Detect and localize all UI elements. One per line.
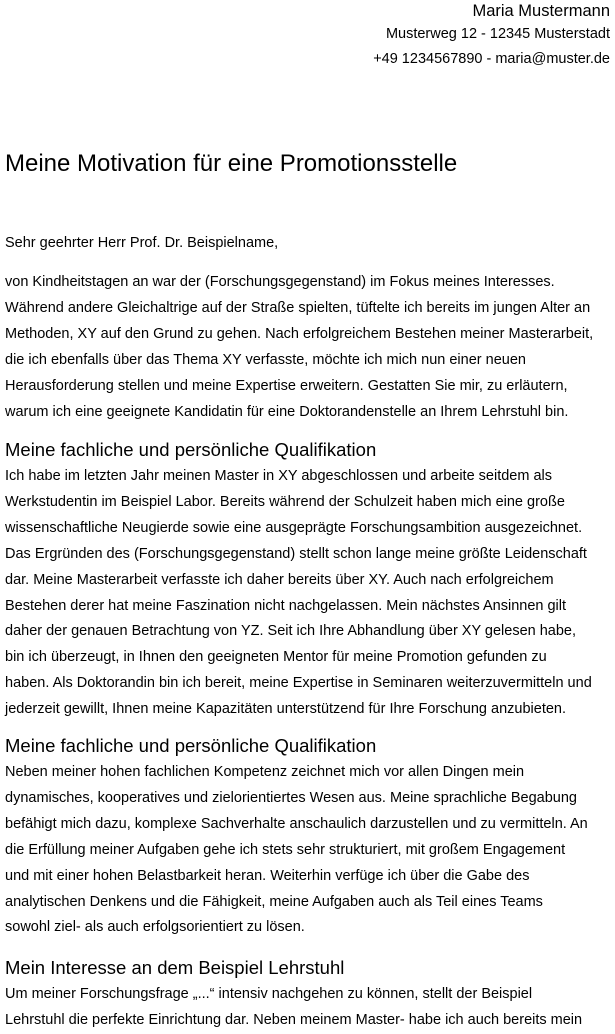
text-line: bin ich überzeugt, in Ihnen den geeigneten Mentor für meine Promotion gefunden zu — [5, 649, 547, 666]
text-line: Methoden, XY auf den Grund zu gehen. Nach erfolgreichem Bestehen meiner Masterarbeit, — [5, 325, 594, 342]
text-line: Lehrstuhl die perfekte Einrichtung dar. Neben meinem Master- habe ich auch bereits mein — [5, 1011, 583, 1028]
text-line: dar. Meine Masterarbeit verfasste ich daher bereits über XY. Auch nach erfolgreichem — [5, 571, 554, 588]
sender-contact: +49 1234567890 - maria@muster.de — [373, 51, 610, 67]
text-line: wissenschaftliche Neugierde sowie eine ausgeprägte Forschungsambition ausgezeichnet. — [5, 519, 583, 536]
section-personal-qualification — [5, 732, 588, 941]
text-line: sowohl ziel- als auch erfolgsorientiert zu lösen. — [5, 919, 305, 936]
text-line: warum ich eine geeignete Kandidatin für eine Doktorandenstelle an Ihrem Lehrstuhl bin. — [5, 403, 569, 420]
text-line: Ich habe im letzten Jahr meinen Master in XY abgeschlossen und arbeite seitdem als — [5, 468, 553, 484]
text-line: Um meiner Forschungsfrage „...“ intensiv nachgehen zu können, stellt der Beispiel — [5, 986, 533, 1002]
intro-paragraph — [5, 270, 593, 425]
text-line: Herausforderung stellen und meine Expertise erweitern. Gestatten Sie mir, zu erläutern, — [5, 377, 568, 394]
text-line: haben. Als Doktorandin bin ich bereit, meine Expertise in Seminaren weiterzuvermitteln und — [5, 675, 592, 692]
text-line: jederzeit gewillt, Ihnen meine Kapazitäten unterstützend für Ihre Forschung anzubieten. — [5, 701, 567, 718]
text-line: Neben meiner hohen fachlichen Kompetenz zeichnet mich vor allen Dingen mein — [5, 764, 525, 780]
text-line: von Kindheitstagen an war der (Forschungsgegenstand) im Fokus meines Interesses. — [5, 274, 555, 290]
text-line: Das Ergründen des (Forschungsgegenstand) stellt schon lange meine größte Leidenschaft — [5, 545, 587, 562]
salutation-text: Sehr geehrter Herr Prof. Dr. Beispielname, — [5, 235, 279, 251]
sender-address: Musterweg 12 - 12345 Musterstadt — [385, 26, 610, 42]
section-qualification — [5, 436, 592, 723]
text-line: Während andere Gleichaltrige auf der Straße spielten, tüftelte ich bereits im jungen Alter an — [5, 299, 591, 316]
text-line: analytischen Denkens und die Fähigkeit, meine Aufgaben auch als Teil eines Teams — [5, 893, 543, 910]
text-line: dynamisches, kooperatives und zielorientiertes Wesen aus. Meine sprachliche Begabung — [5, 789, 577, 806]
section-heading: Meine fachliche und persönliche Qualifikation — [5, 735, 377, 756]
text-line: die Erfüllung meiner Aufgaben gehe ich stets sehr strukturiert, mit großem Engagement — [5, 841, 566, 858]
text-line: Bestehen derer hat meine Faszination nicht nachgelassen. Mein nächstes Ansinnen gilt — [5, 597, 567, 614]
text-line: daher der genauen Betrachtung von YZ. Seit ich Ihre Abhandlung über XY gelesen habe, — [5, 623, 577, 640]
text-line: befähigt mich dazu, komplexe Sachverhalte anschaulich darzustellen und zu vermitteln. An — [5, 815, 588, 832]
section-heading: Meine fachliche und persönliche Qualifikation — [5, 439, 377, 460]
text-line: und mit einer hohen Belastbarkeit heran. Weiterhin verfüge ich über die Gabe des — [5, 867, 530, 884]
section-heading: Mein Interesse an dem Beispiel Lehrstuhl — [5, 957, 345, 978]
salutation — [5, 231, 278, 257]
document-title: Meine Motivation für eine Promotionsstelle — [5, 150, 458, 177]
text-line: Werkstudentin im Beispiel Labor. Bereits während der Schulzeit haben mich eine große — [5, 493, 565, 510]
sender-name: Maria Mustermann — [472, 2, 610, 20]
text-line: die ich ebenfalls über das Thema XY verfasste, möchte ich mich nun einer neuen — [5, 351, 526, 368]
section-interest — [5, 954, 582, 1034]
